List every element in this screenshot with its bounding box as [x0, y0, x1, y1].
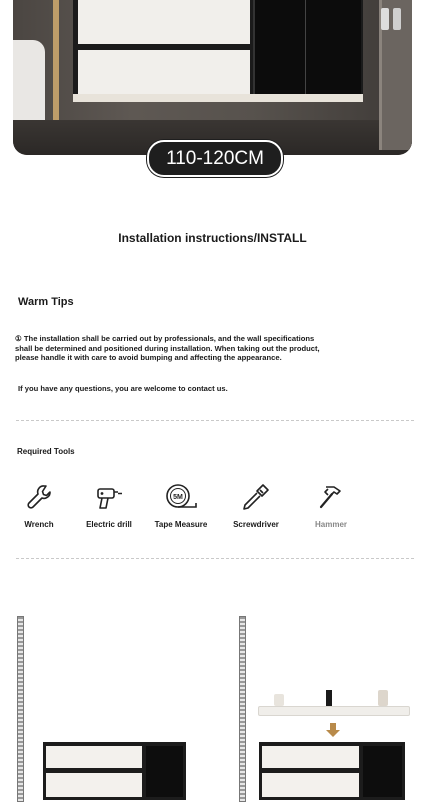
glass-door-divider — [305, 0, 306, 94]
tool-label: Screwdriver — [233, 520, 279, 529]
warm-tips-line: shall be determined and positioned during installation. When taking out the product, — [15, 343, 320, 353]
cabinet-illustration — [259, 742, 405, 800]
warm-tips-heading: Warm Tips — [18, 296, 74, 308]
tool-label: Tape Measure — [154, 520, 208, 529]
cabinet-drawer — [46, 746, 142, 768]
tool-hammer — [296, 482, 366, 529]
tool-electric-drill — [74, 482, 144, 529]
contact-note: If you have any questions, you are welcome to contact us. — [18, 384, 228, 393]
faucet — [326, 690, 332, 706]
soap-bottle — [274, 694, 284, 706]
tape-measure-icon — [164, 482, 198, 512]
soap-bottle — [378, 690, 388, 706]
required-tools-heading: Required Tools — [17, 447, 75, 456]
warm-tips-line: ① The installation shall be carried out by professionals, and the wall specifications — [15, 334, 315, 343]
wall-illustration — [17, 616, 24, 802]
tool-wrench — [4, 482, 74, 529]
warm-tips-line: please handle it with care to avoid bumping and affecting the appearance. — [15, 353, 282, 362]
basin-countertop — [258, 706, 410, 716]
cabinet-drawer — [46, 773, 142, 797]
divider — [16, 420, 414, 421]
hero-product-photo — [13, 0, 412, 155]
wrench-icon — [24, 482, 54, 512]
wall-illustration — [239, 616, 246, 802]
bottle — [381, 8, 389, 30]
cabinet-drawer — [262, 773, 359, 797]
cabinet-shelf — [73, 94, 363, 102]
tool-label: Wrench — [24, 520, 54, 529]
bottle — [393, 8, 401, 30]
cabinet-drawer-bottom — [78, 50, 250, 94]
tape-measure-icon-text: 5M — [173, 494, 183, 501]
page-title: Installation instructions/INSTALL — [118, 231, 307, 245]
tool-tape-measure — [146, 482, 216, 529]
screwdriver-icon — [241, 482, 271, 512]
hammer-icon — [316, 482, 346, 512]
tool-screwdriver — [221, 482, 291, 529]
cabinet-drawer — [262, 746, 359, 768]
light-strip — [53, 0, 59, 140]
tool-label: Hammer — [314, 520, 347, 529]
size-badge: 110-120CM — [147, 140, 283, 177]
tool-label: Electric drill — [86, 520, 132, 529]
electric-drill-icon — [94, 482, 124, 512]
warm-tips-body — [15, 334, 360, 363]
cabinet-glass-door — [146, 746, 183, 797]
cabinet-drawer-top — [78, 0, 250, 44]
divider — [16, 558, 414, 559]
cabinet-illustration — [43, 742, 186, 800]
cabinet-glass-door — [253, 0, 361, 94]
arrow-down-icon — [325, 722, 341, 738]
cabinet-glass-door — [363, 746, 402, 797]
